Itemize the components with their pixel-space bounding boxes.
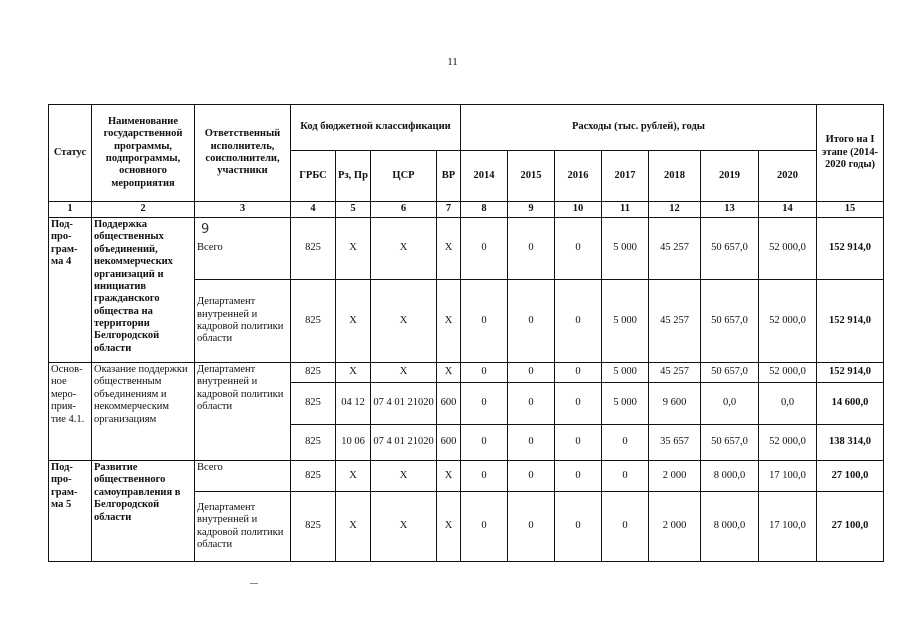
value-cell: 9 600 — [649, 383, 701, 425]
stray-mark — [250, 583, 258, 584]
header-year: 2019 — [701, 151, 759, 202]
value-cell: 0 — [461, 461, 508, 492]
responsible-cell: Всего — [195, 461, 291, 492]
vr-cell: 600 — [437, 425, 461, 461]
responsible-cell: Департамент внутренней и кадровой политики области — [195, 492, 291, 562]
total-cell: 152 914,0 — [817, 218, 884, 280]
value-cell: 0 — [508, 461, 555, 492]
value-cell: 0 — [508, 492, 555, 562]
name-cell: Развитие общественного самоуправления в Белгородской области — [92, 461, 195, 562]
total-cell: 152 914,0 — [817, 280, 884, 363]
csr-cell: Х — [371, 218, 437, 280]
value-cell: 17 100,0 — [759, 492, 817, 562]
header-rzpr: Рз, Пр — [336, 151, 371, 202]
grbs-cell: 825 — [291, 363, 336, 383]
value-cell: 52 000,0 — [759, 218, 817, 280]
header-name: Наименование государственной программы, подпрограммы, основного мероприятия — [92, 105, 195, 202]
grbs-cell: 825 — [291, 218, 336, 280]
value-cell: 35 657 — [649, 425, 701, 461]
value-cell: 0 — [461, 425, 508, 461]
value-cell: 5 000 — [602, 218, 649, 280]
value-cell: 0 — [461, 363, 508, 383]
header-year: 2018 — [649, 151, 701, 202]
header-csr: ЦСР — [371, 151, 437, 202]
value-cell: 45 257 — [649, 280, 701, 363]
value-cell: 0 — [555, 218, 602, 280]
value-cell: 0 — [461, 383, 508, 425]
csr-cell: Х — [371, 461, 437, 492]
vr-cell: Х — [437, 363, 461, 383]
rzpr-cell: Х — [336, 461, 371, 492]
value-cell: 52 000,0 — [759, 280, 817, 363]
column-number: 4 — [291, 202, 336, 218]
column-number: 7 — [437, 202, 461, 218]
rzpr-cell: Х — [336, 280, 371, 363]
header-row-1 — [49, 105, 884, 151]
rzpr-cell: 10 06 — [336, 425, 371, 461]
total-cell: 27 100,0 — [817, 492, 884, 562]
header-expenses: Расходы (тыс. рублей), годы — [461, 105, 817, 151]
budget-table — [48, 104, 884, 562]
value-cell: 2 000 — [649, 461, 701, 492]
value-cell: 5 000 — [602, 383, 649, 425]
column-number: 8 — [461, 202, 508, 218]
column-number: 12 — [649, 202, 701, 218]
column-number: 15 — [817, 202, 884, 218]
status-cell: Основ- ное меро- прия- тие 4.1. — [49, 363, 92, 461]
header-kbk: Код бюджетной классификации — [291, 105, 461, 151]
value-cell: 17 100,0 — [759, 461, 817, 492]
value-cell: 0 — [508, 280, 555, 363]
value-cell: 8 000,0 — [701, 492, 759, 562]
header-vr: ВР — [437, 151, 461, 202]
value-cell: 0,0 — [701, 383, 759, 425]
csr-cell: 07 4 01 21020 — [371, 425, 437, 461]
value-cell: 0 — [508, 218, 555, 280]
grbs-cell: 825 — [291, 461, 336, 492]
grbs-cell: 825 — [291, 492, 336, 562]
value-cell: 52 000,0 — [759, 425, 817, 461]
value-cell: 50 657,0 — [701, 218, 759, 280]
value-cell: 50 657,0 — [701, 363, 759, 383]
value-cell: 0 — [602, 492, 649, 562]
name-cell: Поддержка общественных объединений, некоммерческих организаций и инициатив гражданского общества на территории Белгородской области — [92, 218, 195, 363]
value-cell: 0 — [461, 218, 508, 280]
header-year: 2015 — [508, 151, 555, 202]
vr-cell: 600 — [437, 383, 461, 425]
value-cell: 0 — [555, 280, 602, 363]
value-cell: 0 — [508, 383, 555, 425]
value-cell: 0 — [602, 425, 649, 461]
rzpr-cell: Х — [336, 363, 371, 383]
status-cell: Под- про- грам- ма 4 — [49, 218, 92, 363]
header-year: 2020 — [759, 151, 817, 202]
responsible-cell: Всего — [195, 218, 291, 280]
column-number: 6 — [371, 202, 437, 218]
value-cell: 0 — [602, 461, 649, 492]
header-total: Итого на I этапе (2014-2020 годы) — [817, 105, 884, 202]
value-cell: 0 — [555, 492, 602, 562]
value-cell: 45 257 — [649, 218, 701, 280]
column-number: 10 — [555, 202, 602, 218]
header-responsible: Ответственный исполнитель, соисполнители, участники — [195, 105, 291, 202]
column-number-row — [49, 202, 884, 218]
responsible-cell: Департамент внутренней и кадровой политики области — [195, 280, 291, 363]
csr-cell: 07 4 01 21020 — [371, 383, 437, 425]
column-number: 13 — [701, 202, 759, 218]
header-grbs: ГРБС — [291, 151, 336, 202]
value-cell: 0,0 — [759, 383, 817, 425]
rzpr-cell: Х — [336, 492, 371, 562]
value-cell: 52 000,0 — [759, 363, 817, 383]
column-number: 5 — [336, 202, 371, 218]
value-cell: 0 — [508, 363, 555, 383]
column-number: 2 — [92, 202, 195, 218]
responsible-cell: Департамент внутренней и кадровой политики области — [195, 363, 291, 461]
vr-cell: Х — [437, 280, 461, 363]
total-cell: 152 914,0 — [817, 363, 884, 383]
vr-cell: Х — [437, 492, 461, 562]
csr-cell: Х — [371, 280, 437, 363]
column-number: 1 — [49, 202, 92, 218]
header-year: 2016 — [555, 151, 602, 202]
column-number: 11 — [602, 202, 649, 218]
total-cell: 27 100,0 — [817, 461, 884, 492]
value-cell: 5 000 — [602, 280, 649, 363]
column-number: 9 — [508, 202, 555, 218]
column-number: 3 — [195, 202, 291, 218]
status-cell: Под- про- грам- ма 5 — [49, 461, 92, 562]
grbs-cell: 825 — [291, 280, 336, 363]
value-cell: 0 — [555, 425, 602, 461]
value-cell: 5 000 — [602, 363, 649, 383]
table-row — [49, 218, 884, 280]
value-cell: 50 657,0 — [701, 280, 759, 363]
value-cell: 0 — [555, 461, 602, 492]
rzpr-cell: 04 12 — [336, 383, 371, 425]
table-row — [49, 363, 884, 383]
csr-cell: Х — [371, 363, 437, 383]
total-cell: 138 314,0 — [817, 425, 884, 461]
value-cell: 0 — [461, 280, 508, 363]
column-number: 14 — [759, 202, 817, 218]
value-cell: 0 — [508, 425, 555, 461]
header-status: Статус — [49, 105, 92, 202]
value-cell: 0 — [555, 363, 602, 383]
handwritten-mark: 9 — [201, 222, 210, 237]
value-cell: 2 000 — [649, 492, 701, 562]
value-cell: 0 — [555, 383, 602, 425]
value-cell: 8 000,0 — [701, 461, 759, 492]
value-cell: 0 — [461, 492, 508, 562]
grbs-cell: 825 — [291, 383, 336, 425]
header-year: 2017 — [602, 151, 649, 202]
grbs-cell: 825 — [291, 425, 336, 461]
page-number: 11 — [447, 56, 458, 68]
csr-cell: Х — [371, 492, 437, 562]
header-year: 2014 — [461, 151, 508, 202]
total-cell: 14 600,0 — [817, 383, 884, 425]
rzpr-cell: Х — [336, 218, 371, 280]
name-cell: Оказание поддержки общественным объединениям и некоммерческим организациям — [92, 363, 195, 461]
vr-cell: Х — [437, 461, 461, 492]
table-row — [49, 461, 884, 492]
value-cell: 45 257 — [649, 363, 701, 383]
vr-cell: Х — [437, 218, 461, 280]
value-cell: 50 657,0 — [701, 425, 759, 461]
